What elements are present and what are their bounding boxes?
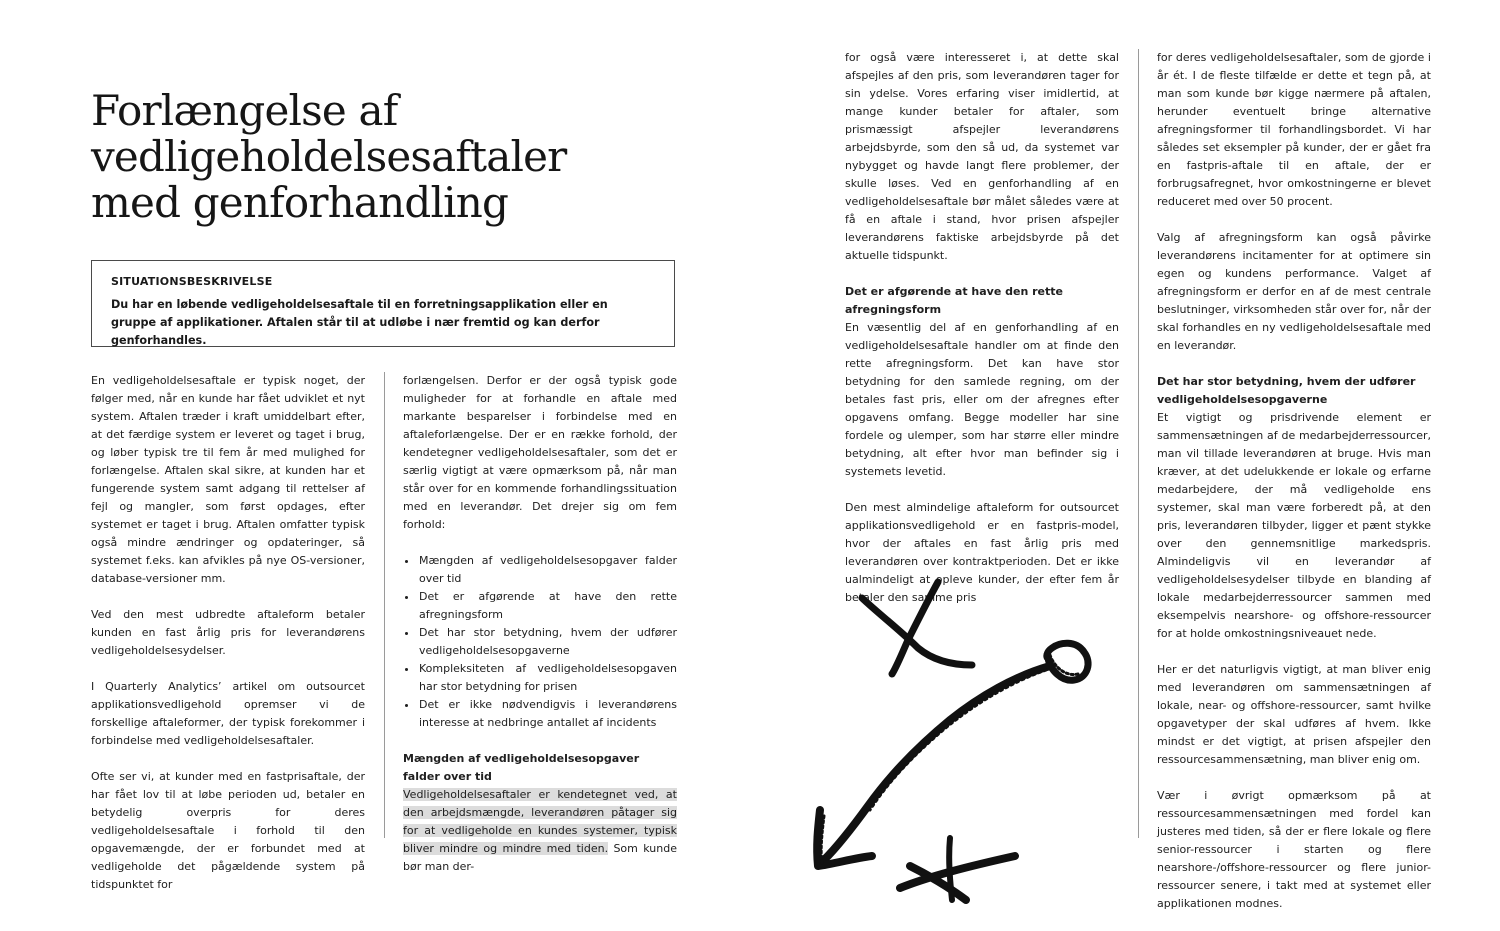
col2-paragraph-2 — [403, 786, 677, 876]
highlighted-text: Vedligeholdelsesaftaler er kendetegnet ved, at den arbejdsmængde, leverandøren påtager sig for at vedligeholde en kundes systemer, typisk bliver mindre og mindre med tiden. — [403, 788, 677, 855]
col3-paragraph-1: for også være interesseret i, at dette skal afspejles af den pris, som leverandøren tager for sin ydelse. Vores erfaring viser imidlertid, at mange kunder betaler for aftaler, som prismæssigt afspejler leverandørens arbejdsbyrde, som den så ud, da systemet var nybygget og havde langt flere problemer, der skulle løses. Ved en genforhandling af en vedligeholdelsesaftale bør målet således være at få en aftale i stand, hvor prisen afspejler leverandørens faktiske arbejdsbyrde på det aktuelle tidspunkt. — [845, 51, 1119, 262]
col4-paragraph-1: for deres vedligeholdelsesaftaler, som de gjorde i år ét. I de fleste tilfælde er dette et tegn på, at man som kunde bør kigge nærmere på aftalen, herunder eventuelt bringe alternative afregningsformer til forhandlingsbordet. Vi har således set eksempler på kunder, der er gået fra en fastpris-aftale til en aftale, der er forbrugsafregnet, hvor omkostningerne er blevet reduceret med over 50 procent. — [1157, 51, 1431, 208]
col1-paragraph-4: Ofte ser vi, at kunder med en fastprisaftale, der har fået lov til at løbe perioden ud, betaler en betydelig overpris for deres vedligeholdelsesaftale i forhold til den opgavemængde, der er forbundet med at vedligeholde det pågældende system på tidspunktet for — [91, 770, 365, 891]
section-heading-workload: Mængden af vedligeholdelsesopgaver falder over tid — [403, 752, 640, 783]
situation-box — [91, 260, 675, 347]
x-mark-bottom-icon — [900, 838, 1015, 900]
title-line-1: Forlængelse af — [91, 86, 398, 135]
col2-paragraph-2-tail: Som kunde bør man der- — [403, 842, 677, 873]
article-title — [91, 88, 691, 226]
column-1 — [91, 372, 365, 912]
section-heading-resources: Det har stor betydning, hvem der udfører vedligeholdelsesopgaverne — [1157, 375, 1416, 406]
column-divider-right — [1138, 49, 1139, 838]
x-mark-top-icon — [862, 582, 972, 674]
col3-paragraph-3: Den mest almindelige aftaleform for outsourcet applikationsvedligehold er en fastpris-model, hvor der aftales en fast årlig pris med leverandøren over kontraktperioden. Det er ikke ualmindeligt at opleve kunder, der efter fem år betaler den samme pris — [845, 501, 1119, 604]
section-heading-billing: Det er afgørende at have den rette afregningsform — [845, 285, 1063, 316]
title-line-3: med genforhandling — [91, 178, 509, 227]
factor-item-2: • Det er afgørende at have den rette afregningsform — [418, 588, 677, 624]
column-2 — [403, 372, 677, 876]
title-line-2: vedligeholdelsesaftaler — [91, 132, 567, 181]
circle-marker-icon — [1047, 643, 1088, 680]
curved-arrow-icon — [817, 666, 1050, 866]
col1-paragraph-2: Ved den mest udbredte aftaleform betaler kunden en fast årlig pris for leverandørens vedligeholdelsesydelser. — [91, 608, 365, 657]
factor-list — [403, 552, 677, 732]
situation-text: Du har en løbende vedligeholdelsesaftale til en forretningsapplikation eller en gruppe af applikationer. Aftalen står til at udløbe i nær fremtid og kan derfor genforhandles. — [111, 298, 608, 347]
col4-paragraph-2: Valg af afregningsform kan også påvirke leverandørens incitamenter for at optimere sin egen og kundens performance. Valget af afregningsform er derfor en af de mest centrale beslutninger, virksomheden står over for, når der skal forhandles en ny vedligeholdelsesaftale med en leverandør. — [1157, 231, 1431, 352]
col1-paragraph-1: En vedligeholdelsesaftale er typisk noget, der følger med, når en kunde har fået udviklet et nyt system. Aftalen træder i kraft umiddelbart efter, at det færdige system er leveret og taget i brug, og løber typisk tre til fem år med mulighed for forlængelse. Aftalen skal sikre, at kunden har et fungerende system samt adgang til rettelser af fejl og mangler, som først opdages, efter systemet er taget i brug. Aftalen omfatter typisk også mindre ændringer og opdateringer, så systemet f.eks. kan afvikles på nye OS-versioner, database-versioner mm. — [91, 374, 365, 585]
strategy-sketch-illustration — [800, 570, 1110, 890]
column-divider-left — [384, 372, 385, 838]
col4-paragraph-4: Her er det naturligvis vigtigt, at man bliver enig med leverandøren om sammensætningen af lokale, near- og offshore-ressourcer, samt hvilke opgavetyper der skal udføres af hvem. Ikke mindst er det vigtigt, at prisen afspejler den ressourcesammensætning, man bliver enig om. — [1157, 663, 1431, 766]
situation-heading: SITUATIONSBESKRIVELSE — [111, 275, 273, 288]
col3-paragraph-2: En væsentlig del af en genforhandling af en vedligeholdelsesaftale handler om at finde den rette afregningsform. Det kan have stor betydning for den samlede regning, om der betales fast pris, eller om der afregnes efter opgavens omfang. Begge modeller har sine fordele og ulemper, som har større eller mindre betydning, alt efter hvor man befinder sig i systemets levetid. — [845, 321, 1119, 478]
factor-item-4: • Kompleksiteten af vedligeholdelsesopgaven har stor betydning for prisen — [418, 660, 677, 696]
col1-paragraph-3: I Quarterly Analytics’ artikel om outsourcet applikationsvedligehold opremser vi de forskellige aftaleformer, der typisk forekommer i forbindelse med vedligeholdelsesaftaler. — [91, 680, 365, 747]
col4-paragraph-5: Vær i øvrigt opmærksom på at ressourcesammensætningen med fordel kan justeres med tiden, så der er flere lokale og flere senior-ressourcer i starten og flere nearshore-/offshore-ressourcer og flere junior-ressourcer senere, i takt med at systemet eller applikationen modnes. — [1157, 789, 1431, 910]
factor-item-5: • Det er ikke nødvendigvis i leverandørens interesse at nedbringe antallet af incidents — [418, 696, 677, 732]
column-3 — [845, 49, 1119, 625]
factor-item-3: • Det har stor betydning, hvem der udfører vedligeholdelsesopgaverne — [418, 624, 677, 660]
col2-paragraph-1: forlængelsen. Derfor er der også typisk gode muligheder for at forhandle en aftale med markante besparelser i forbindelse med en aftaleforlængelse. Der er en række forhold, der kendetegner vedligeholdelsesaftaler, som det er særlig vigtigt at være opmærksom på, når man står over for en kommende forhandlingssituation med en leverandør. Det drejer sig om fem forhold: — [403, 374, 677, 531]
col4-paragraph-3: Et vigtigt og prisdrivende element er sammensætningen af de medarbejderressourcer, man vil tillade leverandøren at bruge. Hvis man kræver, at det udelukkende er lokale og erfarne medarbejdere, der må vedligeholde ens systemer, skal man være forberedt på, at den pris, leverandøren tilbyder, ligger et pænt stykke over den gennemsnitlige markedspris. Almindeligvis vil en leverandør af vedligeholdelsesydelser tilbyde en blanding af lokale medarbejderressourcer sammen med eksempelvis nearshore- og offshore-ressourcer for at holde omkostningsniveauet nede. — [1157, 411, 1431, 640]
factor-item-1: • Mængden af vedligeholdelsesopgaver falder over tid — [418, 552, 677, 588]
column-4 — [1157, 49, 1431, 931]
